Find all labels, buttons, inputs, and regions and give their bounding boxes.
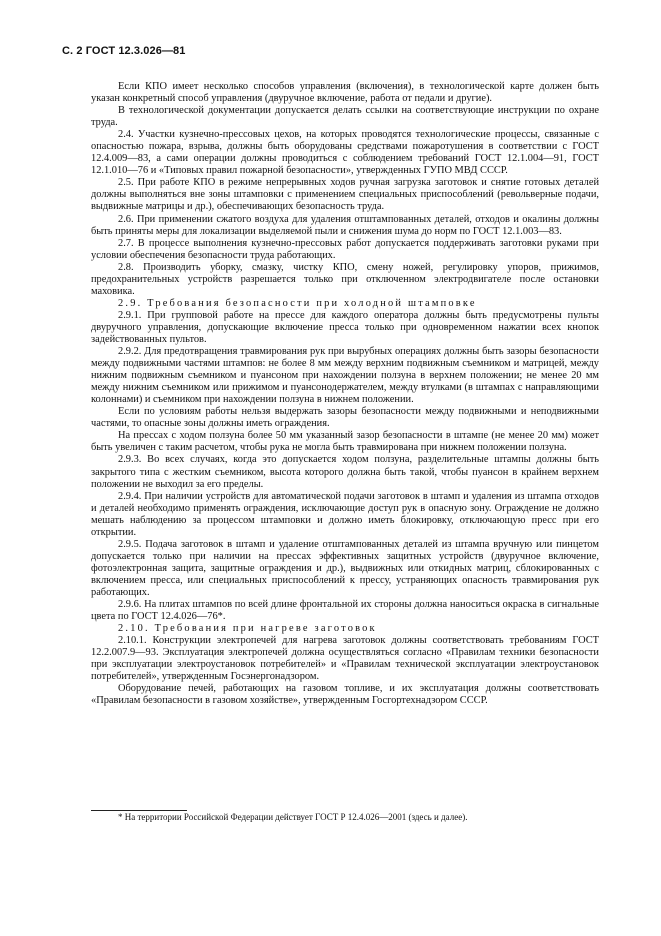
section-heading-2-9: 2.9. Требования безопасности при холодной штамповке bbox=[118, 297, 477, 309]
footnote-text: * На территории Российской Федерации действует ГОСТ Р 12.4.026—2001 (здесь и далее). bbox=[118, 812, 468, 822]
paragraph-2-5: 2.5. При работе КПО в режиме непрерывных ходов ручная загрузка заготовок и снятие готовых деталей должны выполняться вне зоны штамповки с применением специальных приспособлений (револьверные подачи, выдвижные матрицы и др.), обеспечивающих безопасность труда. bbox=[91, 177, 599, 213]
paragraph-2-10-1: 2.10.1. Конструкции электропечей для нагрева заготовок должны соответствовать требованиям ГОСТ 12.2.007.9—93. Эксплуатация электропечей должна осуществляться согласно «Правилам техники безопасности при эксплуатации электроустановок потребителей» и «Правилам технической эксплуатации электроустановок потребителей», утвержденным Госэнергонадзором. bbox=[91, 635, 599, 683]
paragraph-control-method: Если КПО имеет несколько способов управления (включения), в технологической карте должен быть указан конкретный способ управления (двуручное включение, работа от педали и другие). bbox=[91, 81, 599, 105]
paragraph-2-9-5: 2.9.5. Подача заготовок в штамп и удаление отштампованных деталей из штампа вручную или пинцетом допускается только при наличии на прессах эффективных защитных устройств (двуручное включение, фотоэлектронная защита, защитные ограждения и др.), выдвижных или откидных матриц, сблокированных с включением пресса, или специальных приспособлений к прессу, устраняющих опасность травмирования рук работающих. bbox=[91, 538, 599, 598]
paragraph-2-6: 2.6. При применении сжатого воздуха для удаления отштампованных деталей, отходов и окалины должны быть приняты меры для локализации выделяемой пыли и снижения шума до норм по ГОСТ 12.1.003—83. bbox=[91, 213, 599, 237]
paragraph-2-8: 2.8. Производить уборку, смазку, чистку КПО, смену ножей, регулировку упоров, прижимов, предохранительных устройств разрешается только при отключенном электродвигателе после остановки маховика. bbox=[91, 261, 599, 297]
section-heading-2-10: 2.10. Требования при нагреве заготовок bbox=[118, 623, 377, 635]
paragraph-2-9-1: 2.9.1. При групповой работе на прессе для каждого оператора должны быть предусмотрены пульты двуручного управления, допускающие включение пресса только при одновременном нажатии всех кнопок задействованных пультов. bbox=[91, 309, 599, 345]
paragraph-2-4: 2.4. Участки кузнечно-прессовых цехов, на которых проводятся технологические процессы, связанные с опасностью пожара, взрыва, должны быть оборудованы средствами пожаротушения в соответствии с ГОСТ 12.4.009—83, а сами операции должны проводиться с соблюдением требований ГОСТ 12.1.004—91, ГОСТ 12.1.010—76 и «Типовых правил пожарной безопасности», утвержденных ГУПО МВД СССР. bbox=[91, 129, 599, 177]
footnote-divider bbox=[91, 810, 187, 811]
footnote bbox=[91, 812, 599, 823]
paragraph-ram-stroke: На прессах с ходом ползуна более 50 мм указанный зазор безопасности в штампе (не менее 20 мм) может быть увеличен с таким расчетом, чтобы рука не могла быть травмирована при нижнем положении ползуна. bbox=[91, 430, 599, 454]
page-header: С. 2 ГОСТ 12.3.026—81 bbox=[62, 45, 186, 57]
paragraph-2-9-4: 2.9.4. При наличии устройств для автоматической подачи заготовок в штамп и удаления из штампа отходов и деталей необходимо применять ограждения, исключающие доступ рук в опасную зону. Ограждение не должно мешать наблюдению за процессом штамповки и должно иметь блокировку, отключающую пресс при его открытии. bbox=[91, 490, 599, 538]
paragraph-guards: Если по условиям работы нельзя выдержать зазоры безопасности между подвижными и неподвижными частями, то опасные зоны должны иметь ограждения. bbox=[91, 406, 599, 430]
paragraph-instructions-reference: В технологической документации допускается делать ссылки на соответствующие инструкции по охране труда. bbox=[91, 105, 599, 129]
document-body bbox=[91, 81, 599, 707]
paragraph-2-9-6: 2.9.6. На плитах штампов по всей длине фронтальной их стороны должна наноситься окраска в сигнальные цвета по ГОСТ 12.4.026—76*. bbox=[91, 599, 599, 623]
paragraph-2-9-2: 2.9.2. Для предотвращения травмирования рук при вырубных операциях должны быть зазоры безопасности между подвижными частями штампов: не более 8 мм между верхним подвижным съемником и матрицей, между нижним подвижным съемником и пуансоном при нахождении ползуна в верхнем положении; не менее 20 мм между нижним съемником или прижимом и пуансонодержателем, между втулками (в штампах с направляющими колоннами) и съемником при нахождении ползуна в нижнем положении. bbox=[91, 346, 599, 406]
paragraph-gas-furnaces: Оборудование печей, работающих на газовом топливе, и их эксплуатация должны соответствовать «Правилам безопасности в газовом хозяйстве», утвержденным Госгортехнадзором СССР. bbox=[91, 683, 599, 707]
paragraph-2-7: 2.7. В процессе выполнения кузнечно-прессовых работ допускается поддерживать заготовки руками при условии обеспечения безопасности труда работающих. bbox=[91, 237, 599, 261]
paragraph-2-9-3: 2.9.3. Во всех случаях, когда это допускается ходом ползуна, разделительные штампы должны быть закрытого типа с жестким съемником, высота которого должна быть такой, чтобы пуансон в крайнем верхнем положении не выходил за его пределы. bbox=[91, 454, 599, 490]
